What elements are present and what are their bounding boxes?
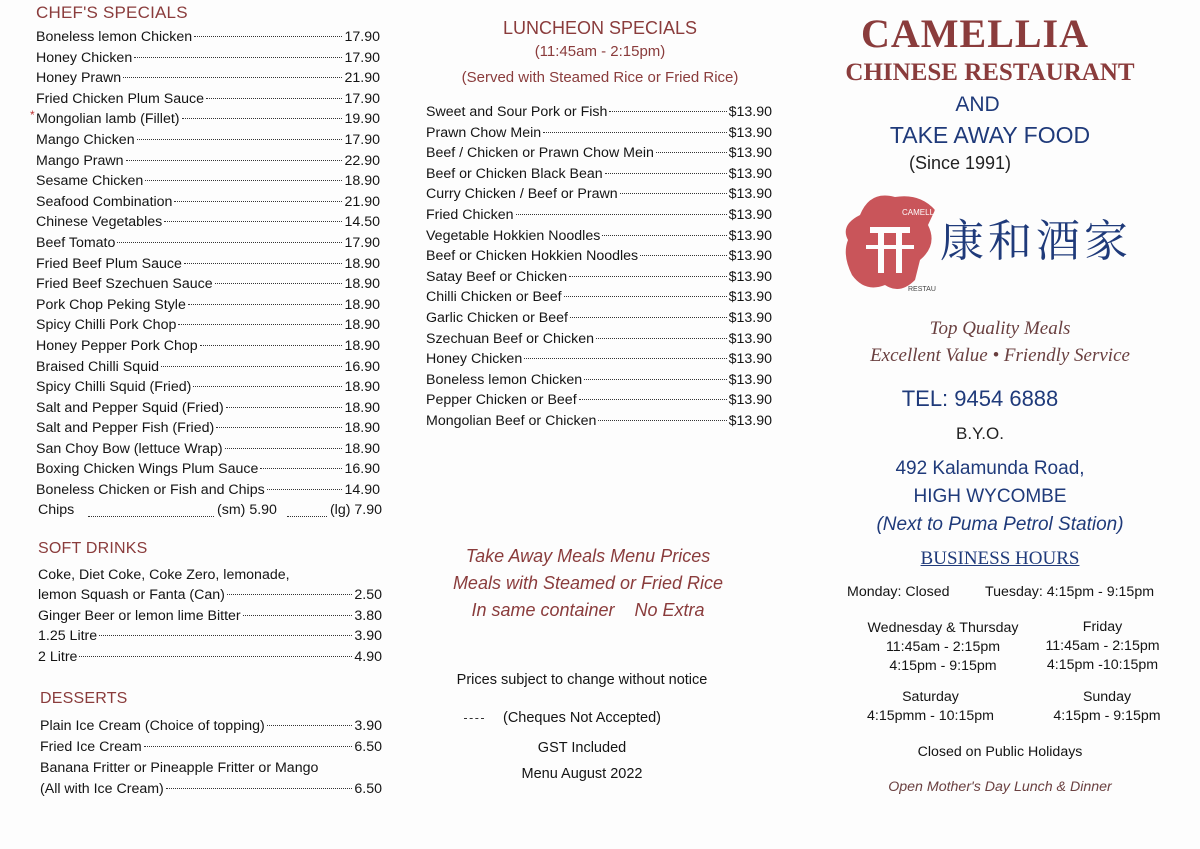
hours-monday: Monday: Closed: [847, 584, 950, 600]
dots: [226, 407, 343, 408]
drink-row: [38, 606, 382, 627]
item-price: 18.90: [344, 296, 380, 313]
item-name: Ginger Beer or lemon lime Bitter: [38, 607, 241, 624]
item-name: Vegetable Hokkien Noodles: [426, 227, 601, 244]
hours-saturday-1: 4:15pmm - 10:15pm: [867, 708, 994, 724]
chefs-specials-list: [30, 27, 380, 501]
item-name: Fried Beef Szechuen Sauce: [36, 276, 213, 293]
item-price: $13.90: [728, 392, 772, 409]
item-price: 3.80: [354, 607, 382, 624]
luncheon-row: [426, 205, 772, 226]
hours-sunday: [1042, 688, 1172, 726]
menu-date: Menu August 2022: [521, 766, 643, 782]
luncheon-row: [426, 349, 772, 370]
item-price: $13.90: [728, 104, 772, 120]
item-name: Boxing Chicken Wings Plum Sauce: [36, 461, 259, 478]
address-line2: HIGH WYCOMBE: [913, 486, 1067, 507]
dots: [137, 139, 343, 140]
dots: [117, 242, 342, 243]
item-price: 18.90: [344, 420, 380, 437]
dots: [516, 214, 727, 215]
item-price: 17.90: [344, 90, 380, 107]
item-name: Prawn Chow Mein: [426, 124, 542, 141]
hours-wedthu-label: Wednesday & Thursday: [867, 620, 1019, 636]
dots: [605, 173, 727, 174]
hours-mothers-day: Open Mother's Day Lunch & Dinner: [888, 779, 1112, 795]
item-price: 2.50: [354, 587, 382, 603]
item-price: 18.90: [344, 399, 380, 416]
hours-sunday-1: 4:15pm - 9:15pm: [1053, 708, 1161, 724]
prices-note: Prices subject to change without notice: [456, 672, 708, 688]
dots: [126, 160, 343, 161]
luncheon-row: [426, 411, 772, 432]
luncheon-row: [426, 267, 772, 288]
item-name: Pork Chop Peking Style: [36, 296, 186, 313]
dots: [584, 379, 726, 380]
dots: [182, 118, 343, 119]
chefs-special-row: [36, 398, 380, 419]
dessert-row: [40, 716, 382, 737]
item-name: Honey Chicken: [36, 49, 133, 66]
dots: [656, 152, 727, 153]
luncheon-row: [426, 287, 772, 308]
chefs-special-row: [36, 233, 380, 254]
item-price: $13.90: [728, 309, 772, 326]
chips-row: [38, 500, 382, 521]
chefs-special-row: [36, 212, 380, 233]
chefs-special-row: [36, 357, 380, 378]
chefs-special-row: [36, 295, 380, 316]
item-price: 6.50: [354, 738, 382, 755]
desserts-last-name: (All with Ice Cream): [40, 781, 164, 797]
chefs-special-row: [36, 315, 380, 336]
chefs-special-row: [30, 108, 380, 130]
item-name: Beef Tomato: [36, 234, 116, 251]
cheques-note: (Cheques Not Accepted): [503, 710, 661, 726]
tagline-2: Excellent Value • Friendly Service: [870, 345, 1130, 366]
drink-row: [38, 626, 382, 647]
restaurant-takeaway: TAKE AWAY FOOD: [889, 122, 1091, 148]
item-name: Boneless lemon Chicken: [36, 29, 193, 45]
soft-drinks-line1: Coke, Diet Coke, Coke Zero, lemonade,: [38, 567, 290, 583]
luncheon-row: [426, 329, 772, 350]
item-price: $13.90: [728, 165, 772, 182]
item-price: $13.90: [728, 145, 772, 162]
chefs-specials-heading: CHEF'S SPECIALS: [36, 3, 188, 22]
item-price: $13.90: [728, 206, 772, 223]
chinese-name: 康和酒家: [940, 216, 1132, 267]
dots: [609, 111, 726, 112]
hours-friday: [1035, 618, 1170, 675]
item-name: Fried Ice Cream: [40, 738, 142, 755]
dots: [166, 788, 353, 789]
dots: [227, 594, 352, 595]
item-name: Spicy Chilli Squid (Fried): [36, 379, 192, 396]
item-name: Garlic Chicken or Beef: [426, 309, 568, 326]
chefs-special-row: [36, 274, 380, 295]
restaurant-name: CAMELLIA: [860, 11, 1090, 56]
dots: [178, 324, 342, 325]
dots: [579, 399, 727, 400]
restaurant-and: AND: [955, 93, 1000, 116]
chips-small: (sm) 5.90: [217, 502, 277, 518]
desserts-list: [40, 716, 382, 757]
item-price: $13.90: [728, 330, 772, 347]
dots: [193, 386, 342, 387]
hours-holidays: Closed on Public Holidays: [917, 744, 1083, 760]
dots: [194, 36, 342, 37]
chefs-special-row: [36, 377, 380, 398]
luncheon-row: [426, 123, 772, 144]
item-name: Braised Chilli Squid: [36, 358, 160, 375]
item-name: lemon Squash or Fanta (Can): [38, 587, 225, 603]
luncheon-row: [426, 370, 772, 391]
item-price: 18.90: [344, 173, 380, 190]
item-name: Chinese Vegetables: [36, 214, 163, 231]
item-price: 16.90: [344, 358, 380, 375]
item-price: 4.90: [354, 648, 382, 665]
item-name: Honey Pepper Pork Chop: [36, 337, 198, 354]
item-name: 1.25 Litre: [38, 628, 98, 645]
chefs-special-row: [36, 151, 380, 172]
item-price: 16.90: [344, 461, 380, 478]
item-price: $13.90: [728, 351, 772, 368]
logo-text-bottom: RESTAU: [908, 286, 936, 293]
dots: [79, 656, 352, 657]
item-price: $13.90: [728, 124, 772, 141]
takeaway-note-line1: Take Away Meals Menu Prices: [465, 546, 711, 566]
item-name: San Choy Bow (lettuce Wrap): [36, 440, 223, 457]
item-name: 2 Litre: [38, 648, 78, 665]
item-price: $13.90: [728, 227, 772, 244]
dots: [99, 635, 352, 636]
dots: [267, 725, 353, 726]
camellia-logo-icon: [840, 185, 940, 297]
dots: [164, 221, 342, 222]
chefs-special-row: [36, 336, 380, 357]
dots: [570, 317, 727, 318]
hours-wedthu: [858, 619, 1028, 676]
item-price: 21.90: [344, 193, 380, 210]
dots: [524, 358, 726, 359]
luncheon-row: [426, 246, 772, 267]
dots: [260, 468, 342, 469]
item-name: Boneless Chicken or Fish and Chips: [36, 482, 265, 499]
dots: [145, 180, 342, 181]
luncheon-served: (Served with Steamed Rice or Fried Rice): [461, 69, 739, 86]
item-price: $13.90: [728, 412, 772, 429]
takeaway-note-line2: Meals with Steamed or Fried Rice: [452, 573, 724, 593]
takeaway-note-line3: In same container No Extra: [471, 600, 705, 620]
chefs-special-row: [36, 68, 380, 89]
drink-row: [38, 647, 382, 668]
item-price: $13.90: [728, 371, 772, 388]
tagline-1: Top Quality Meals: [929, 318, 1071, 339]
item-name: Satay Beef or Chicken: [426, 268, 568, 285]
hours-friday-label: Friday: [1082, 619, 1123, 635]
asterisk-icon: *: [30, 108, 35, 123]
dots: [161, 366, 342, 367]
item-name: Curry Chicken / Beef or Prawn: [426, 186, 618, 203]
dots: [200, 345, 343, 346]
item-price: 17.90: [344, 234, 380, 251]
item-price: 17.90: [344, 131, 380, 148]
item-name: Beef or Chicken Hokkien Noodles: [426, 248, 639, 265]
dots: [225, 448, 343, 449]
chefs-special-row: [36, 254, 380, 275]
item-price: 18.90: [344, 276, 380, 293]
item-price: 18.90: [344, 379, 380, 396]
dots: [134, 57, 342, 58]
chefs-special-row: [36, 418, 380, 439]
camellia-logo: [840, 185, 940, 297]
item-price: $13.90: [728, 248, 772, 265]
dots: [184, 263, 343, 264]
item-name: Honey Chicken: [426, 351, 523, 368]
item-name: Mango Prawn: [36, 152, 124, 169]
luncheon-row: [426, 308, 772, 329]
luncheon-row: [426, 184, 772, 205]
dots: [174, 201, 342, 202]
hours-friday-2: 4:15pm -10:15pm: [1046, 657, 1159, 673]
dots: [123, 77, 342, 78]
item-price: $13.90: [728, 268, 772, 285]
item-name: Plain Ice Cream (Choice of topping): [40, 718, 265, 734]
hours-saturday: [858, 688, 1003, 726]
address-line3: (Next to Puma Petrol Station): [876, 514, 1124, 535]
chips-dots-2: [287, 496, 327, 517]
byo: B.Y.O.: [956, 424, 1004, 443]
item-name: Salt and Pepper Fish (Fried): [36, 420, 215, 437]
logo-text-top: CAMELLIA: [902, 208, 940, 217]
dessert-row: [40, 737, 382, 758]
item-name: Sesame Chicken: [36, 173, 144, 190]
luncheon-heading: LUNCHEON SPECIALS: [502, 18, 698, 38]
soft-drinks-heading: SOFT DRINKS: [38, 540, 148, 557]
luncheon-row: [426, 102, 772, 123]
item-name: Beef or Chicken Black Bean: [426, 165, 603, 182]
item-price: $13.90: [728, 289, 772, 306]
hours-wedthu-1: 11:45am - 2:15pm: [885, 639, 1001, 655]
dots: [243, 615, 353, 616]
item-price: 14.90: [344, 482, 380, 499]
drink-row: [38, 585, 382, 606]
hours-heading: BUSINESS HOURS: [920, 548, 1080, 569]
item-price: 18.90: [344, 440, 380, 457]
luncheon-row: [426, 164, 772, 185]
dots: [267, 489, 343, 490]
item-name: Fried Beef Plum Sauce: [36, 255, 182, 272]
item-name: Mango Chicken: [36, 131, 135, 148]
gst-note: GST Included: [537, 740, 627, 756]
chips-dots: [88, 496, 214, 517]
restaurant-subtitle: CHINESE RESTAURANT: [845, 59, 1135, 86]
desserts-heading: DESSERTS: [40, 690, 128, 707]
takeaway-note: [420, 543, 756, 624]
item-name: Fried Chicken: [426, 206, 514, 223]
chefs-special-row: [36, 459, 380, 480]
item-name: Spicy Chilli Pork Chop: [36, 317, 177, 334]
item-price: 19.90: [344, 111, 380, 128]
item-price: 18.90: [344, 255, 380, 272]
dots: [216, 427, 342, 428]
item-price: 17.90: [344, 29, 380, 45]
dots: [640, 255, 726, 256]
chefs-special-row: [36, 192, 380, 213]
item-price: 17.90: [344, 49, 380, 66]
dots: [598, 420, 726, 421]
soft-drinks-list: [38, 585, 382, 667]
item-name: Pepper Chicken or Beef: [426, 392, 577, 409]
luncheon-time: (11:45am - 2:15pm): [534, 43, 666, 60]
dots: [620, 193, 727, 194]
dots: [206, 98, 343, 99]
chefs-special-row: [36, 27, 380, 48]
chefs-special-row: [36, 48, 380, 69]
luncheon-row: [426, 143, 772, 164]
item-price: 18.90: [344, 337, 380, 354]
hours-friday-1: 11:45am - 2:15pm: [1045, 638, 1160, 654]
item-name: Szechuan Beef or Chicken: [426, 330, 594, 347]
item-name: Honey Prawn: [36, 70, 122, 87]
telephone: TEL: 9454 6888: [901, 386, 1059, 411]
dots: [543, 132, 726, 133]
item-name: Salt and Pepper Squid (Fried): [36, 399, 224, 416]
hours-sunday-label: Sunday: [1082, 689, 1132, 705]
chefs-special-row: [36, 439, 380, 460]
dots: [602, 235, 726, 236]
chips-large: (lg) 7.90: [329, 502, 382, 518]
item-price: 18.90: [344, 317, 380, 334]
address-line1: 492 Kalamunda Road,: [895, 458, 1085, 479]
luncheon-list: [426, 102, 772, 432]
hours-tuesday: Tuesday: 4:15pm - 9:15pm: [985, 584, 1155, 600]
item-price: 22.90: [344, 152, 380, 169]
hours-wedthu-2: 4:15pm - 9:15pm: [889, 658, 997, 674]
desserts-last-row: [40, 779, 382, 800]
dots: [188, 304, 343, 305]
item-name: Fried Chicken Plum Sauce: [36, 90, 204, 107]
item-name: Mongolian Beef or Chicken: [426, 412, 597, 429]
item-price: 14.50: [344, 214, 380, 231]
item-price: $13.90: [728, 186, 772, 203]
luncheon-row: [426, 390, 772, 411]
dots: [569, 276, 726, 277]
chefs-special-row: [36, 89, 380, 110]
luncheon-row: [426, 226, 772, 247]
item-name: Sweet and Sour Pork or Fish: [426, 104, 608, 120]
item-price: 21.90: [344, 70, 380, 87]
item-price: 3.90: [354, 718, 382, 734]
item-name: Mongolian lamb (Fillet): [36, 111, 180, 128]
hours-saturday-label: Saturday: [902, 689, 959, 705]
chefs-special-row: [36, 171, 380, 192]
restaurant-since: (Since 1991): [908, 153, 1012, 173]
desserts-line1: Banana Fritter or Pineapple Fritter or Mango: [40, 760, 319, 776]
desserts-last-price: 6.50: [354, 781, 382, 797]
item-name: Chilli Chicken or Beef: [426, 289, 562, 306]
dots: [215, 283, 343, 284]
dots: [144, 746, 353, 747]
chefs-special-row: [36, 130, 380, 151]
item-name: Seafood Combination: [36, 193, 173, 210]
dots: [596, 338, 727, 339]
item-price: 3.90: [354, 628, 382, 645]
item-name: Beef / Chicken or Prawn Chow Mein: [426, 145, 654, 162]
item-name: Boneless lemon Chicken: [426, 371, 583, 388]
chips-name: Chips: [38, 502, 75, 518]
dots: [564, 296, 727, 297]
